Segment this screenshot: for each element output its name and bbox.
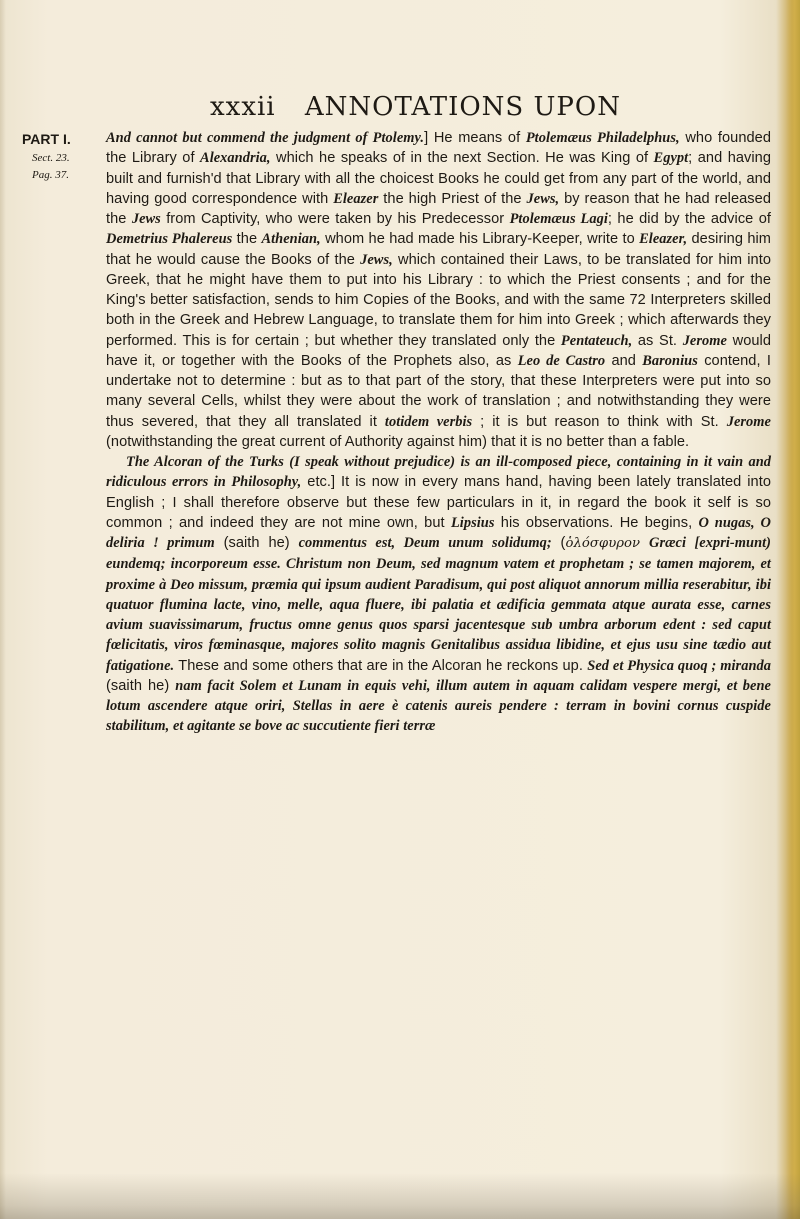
text-run: which he speaks of in the next Section. He was King of xyxy=(270,150,654,167)
page-number: xxxii xyxy=(210,92,276,122)
margin-page: Pag. 37. xyxy=(32,169,69,181)
page-bottom-shadow xyxy=(0,1173,800,1219)
italic-text: Eleazer, xyxy=(639,231,688,248)
italic-text: Sed et Physica quoq ; miranda xyxy=(587,657,771,674)
text-run: would have it, or together with the Books of the Prophets also, as xyxy=(106,332,771,369)
italic-text: nam facit Solem et Lunam in equis vehi, illum autem in aquam calidam vespere mergi, et bene lotum ascendere atque oriri, Stellas in aere è catenis aureis pendere : terram in bovini cornus cuspide stabilitum, et agitante se bove ac succutiente fieri terræ xyxy=(106,677,771,735)
text-run: contend, I undertake not to determine : but as to that part of the story, that these Interpreters were put into so many several Cells, whilst they were about the work of translation ; and notwithstanding they were thus severed, that they all translated it xyxy=(106,352,772,430)
italic-text: The Alcoran of the Turks (I speak without prejudice) is an ill-composed piece, containing in it vain and ridiculous errors in Philosophy, xyxy=(106,454,771,491)
italic-text: Jews, xyxy=(360,251,393,268)
text-run: from Captivity, who were taken by his Predecessor xyxy=(160,211,510,227)
italic-text: Baronius xyxy=(642,352,698,369)
greek-text: ὁλόσφυρον xyxy=(565,536,641,551)
text-run: ( xyxy=(551,535,566,551)
italic-text: totidem verbis xyxy=(384,413,473,430)
italic-text: And cannot but commend the judgment of xyxy=(106,130,373,146)
margin-section: Sect. 23. xyxy=(32,152,70,164)
text-run: as St. xyxy=(632,332,683,349)
text-run: (notwithstanding the great current of Authority against him) that it is no better than a fable. xyxy=(106,433,690,450)
text-run: etc.] It is now in every mans hand, having been lately translated into English ; I shall therefore observe but these few particulars in it, in regard the book it self is so common ; and indeed they are not mine own, but xyxy=(106,474,771,531)
italic-text: Ptolemæus Lagi xyxy=(509,211,608,227)
margin-part: PART I. xyxy=(22,131,71,147)
page-edge-gilt xyxy=(786,0,800,1219)
italic-text: Jerome xyxy=(682,332,727,349)
text-run: ; he did by the advice of xyxy=(607,211,771,227)
italic-text: Eleazer xyxy=(333,190,379,207)
italic-text: Leo de Castro xyxy=(517,352,606,369)
italic-text: Alexandria, xyxy=(200,150,271,167)
text-run: the high Priest of the xyxy=(378,190,527,207)
text-run: the xyxy=(232,231,262,248)
italic-text: Pentateuch, xyxy=(560,332,633,349)
paragraph-alcoran xyxy=(106,452,771,737)
text-run xyxy=(640,535,649,551)
italic-text: Lipsius xyxy=(450,514,495,531)
italic-text: Ptolemæus Philadelphus, xyxy=(525,130,680,146)
paragraph-ptolemy xyxy=(106,128,771,452)
italic-text: Athenian, xyxy=(261,231,321,248)
margin-reference xyxy=(22,128,96,184)
text-run: These and some others that are in the Alcoran he reckons up. xyxy=(174,657,588,674)
annotation-text xyxy=(106,128,771,737)
running-head xyxy=(210,92,690,122)
running-title: ANNOTATIONS UPON xyxy=(304,92,621,122)
text-run: (saith he) xyxy=(214,535,299,551)
text-run: whom he had made his Library-Keeper, write to xyxy=(320,231,640,248)
italic-text: Græci [expri-munt) eundemq; incorporeum esse. Christum non Deum, sed magnum vatem et prophetam ; se tamen majorem, et proxime à Deo missum, præmia qui ipsum audient Paradisum, qui post aliquot annorum millia reserabitur, ibi quatuor flumina lacte, vino, melle, aqua fluere, ibi palatia et ædificia gemmata atque aurata esse, carnes avium suavissimarum, fructus omne genus quos sparsi jacentesque sub umbra arborum edent : sed caput fœlicitatis, viros fœminasque, majores solito magnis Genitalibus assidua libidine, et ejus usu sine tædio aut fatigatione. xyxy=(106,535,772,674)
italic-text: Demetrius Phalereus xyxy=(106,231,233,248)
page-gutter-shadow xyxy=(0,0,6,1219)
italic-text: Jews, xyxy=(526,190,560,207)
text-run: which contained their Laws, to be translated for him into Greek, that he might have them to put into his Library : to which the Priest consents ; and for the King's better satisfaction, sends to him Copies of the Books, and with the same 72 Interpreters skilled both in the Greek and Hebrew Language, to translate them for him into Greek ; which afterwards they performed. This is for certain ; but whether they translated only the xyxy=(106,251,771,349)
italic-text: Jerome xyxy=(726,413,771,430)
italic-text: commentus est, Deum unum solidumq; xyxy=(298,535,552,551)
text-run: his observations. He begins, xyxy=(494,514,699,531)
italic-text: Ptolemy. xyxy=(372,130,425,146)
text-run: desiring him that he would cause the Books of the xyxy=(106,231,772,268)
italic-text: O nugas, O deliria ! primum xyxy=(106,514,772,551)
text-run: who founded the Library of xyxy=(106,130,771,167)
italic-text: Egypt xyxy=(653,150,689,167)
text-run: by reason that he had released the xyxy=(106,190,771,227)
text-run: (saith he) xyxy=(106,677,176,694)
text-run: and xyxy=(605,352,643,369)
italic-text: Jews xyxy=(131,211,161,227)
text-run: ; it is but reason to think with St. xyxy=(472,413,727,430)
text-run: ; and having built and furnish'd that Library with all the choicest Books he could get from any part of the world, and having good correspondence with xyxy=(106,150,771,207)
text-run: ] He means of xyxy=(424,130,526,146)
